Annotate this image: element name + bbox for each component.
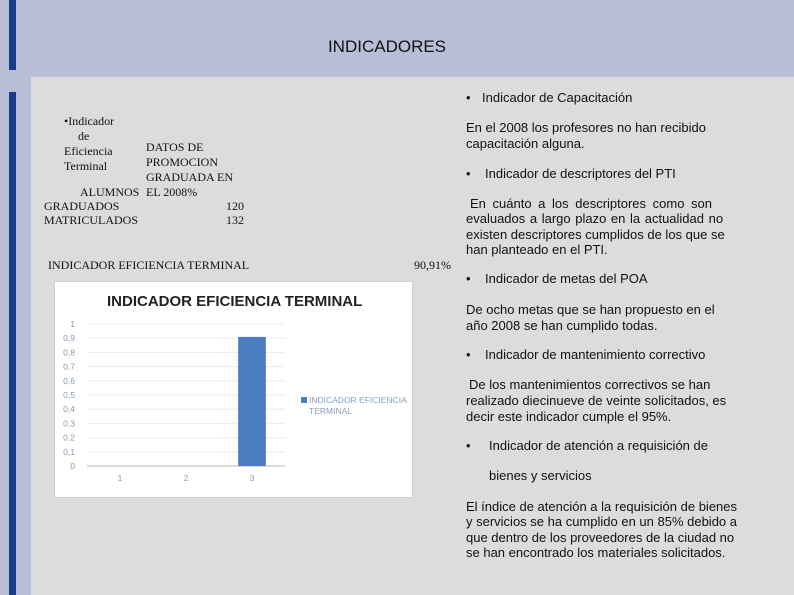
aten-text-2: y servicios se ha cumplido en un 85% debido a [466,514,737,529]
graduados-label: GRADUADOS [44,199,120,213]
left-accent-bar-top [9,0,16,70]
indicator-line-3: Eficiencia [64,144,113,158]
bullet-mantenimiento: • [466,347,471,362]
aten-title-1: Indicador de atención a requisición de [489,438,708,453]
matriculados-label: MATRICULADOS [44,213,139,227]
y-tick-label: 1 [70,319,75,329]
graduados-value: 120 [226,199,244,213]
datos-line-3: GRADUADA EN [146,170,233,184]
indicator-line-2: de [78,129,90,143]
mant-title: Indicador de mantenimiento correctivo [485,347,706,362]
alumnos-label: ALUMNOS [80,185,140,199]
section-label: INDICADOR EFICIENCIA TERMINAL [48,258,250,272]
chart-title: INDICADOR EFICIENCIA TERMINAL [107,293,363,310]
cap-title: Indicador de Capacitación [482,90,633,105]
page-title: INDICADORES [327,37,447,56]
legend-swatch [301,397,307,403]
x-tick-label: 3 [249,473,255,483]
mant-text-3: decir este indicador cumple el 95%. [466,409,672,424]
indicator-line-4: Terminal [64,159,108,173]
y-tick-label: 0,8 [63,347,75,358]
y-tick-label: 0 [70,461,75,471]
chart-y-axis [63,319,75,471]
chart-x-axis [118,473,255,483]
y-tick-label: 0,9 [63,333,75,344]
aten-text-1: El índice de atención a la requisición de bienes [466,499,738,514]
efficiency-chart [54,281,413,498]
indicator-line-1: •Indicador [64,114,115,128]
bullet-capacitacion: • [466,90,471,105]
aten-title-2: bienes y servicios [489,468,592,483]
bullet-descriptores: • [466,166,471,181]
bullet-atencion: • [466,438,471,453]
cap-text-2: capacitación alguna. [466,136,585,151]
x-tick-label: 2 [183,473,189,483]
y-tick-label: 0,5 [63,390,75,400]
datos-line-1: DATOS DE [146,140,204,154]
datos-line-2: PROMOCION [146,155,219,169]
y-tick-label: 0,7 [63,361,75,372]
chart-bars [238,337,266,466]
x-tick-label: 1 [117,473,123,483]
y-tick-label: 0,4 [63,404,75,415]
legend-label-line-1: INDICADOR EFICIENCIA [309,395,407,405]
metas-title: Indicador de metas del POA [485,271,648,286]
y-tick-label: 0,1 [63,446,75,457]
bar-category-3 [238,337,266,466]
left-accent-bar-bottom [9,92,16,595]
mant-text-2: realizado diecinueve de veinte solicitados, es [466,393,727,408]
datos-line-4: EL 2008% [146,185,198,199]
y-tick-label: 0,3 [63,418,75,429]
metas-text-2: año 2008 se han cumplido todas. [466,318,658,333]
bullet-metas: • [466,271,471,286]
aten-text-3: que dentro de los proveedores de la ciudad no [466,530,735,545]
desc-text-3: existen descriptores cumplidos de los que se [466,227,725,242]
legend-label-line-2: TERMINAL [309,406,352,416]
desc-text-1: En cuánto a los descriptores como son [470,196,713,211]
metas-text-1: De ocho metas que se han propuesto en el [466,302,715,317]
chart-svg [55,282,412,497]
y-tick-label: 0,6 [63,375,75,386]
aten-text-4: se han encontrado los materiales solicitados. [466,545,726,560]
matriculados-value: 132 [226,213,244,227]
y-tick-label: 0,2 [63,432,75,443]
desc-text-2: evaluados a largo plazo en la actualidad no [466,211,724,226]
desc-title: Indicador de descriptores del PTI [485,166,676,181]
percent-value: 90,91% [414,258,451,272]
mant-text-1: De los mantenimientos correctivos se han [469,377,711,392]
desc-text-4: han planteado en el PTI. [466,242,608,257]
cap-text-1: En el 2008 los profesores no han recibido [466,120,706,135]
